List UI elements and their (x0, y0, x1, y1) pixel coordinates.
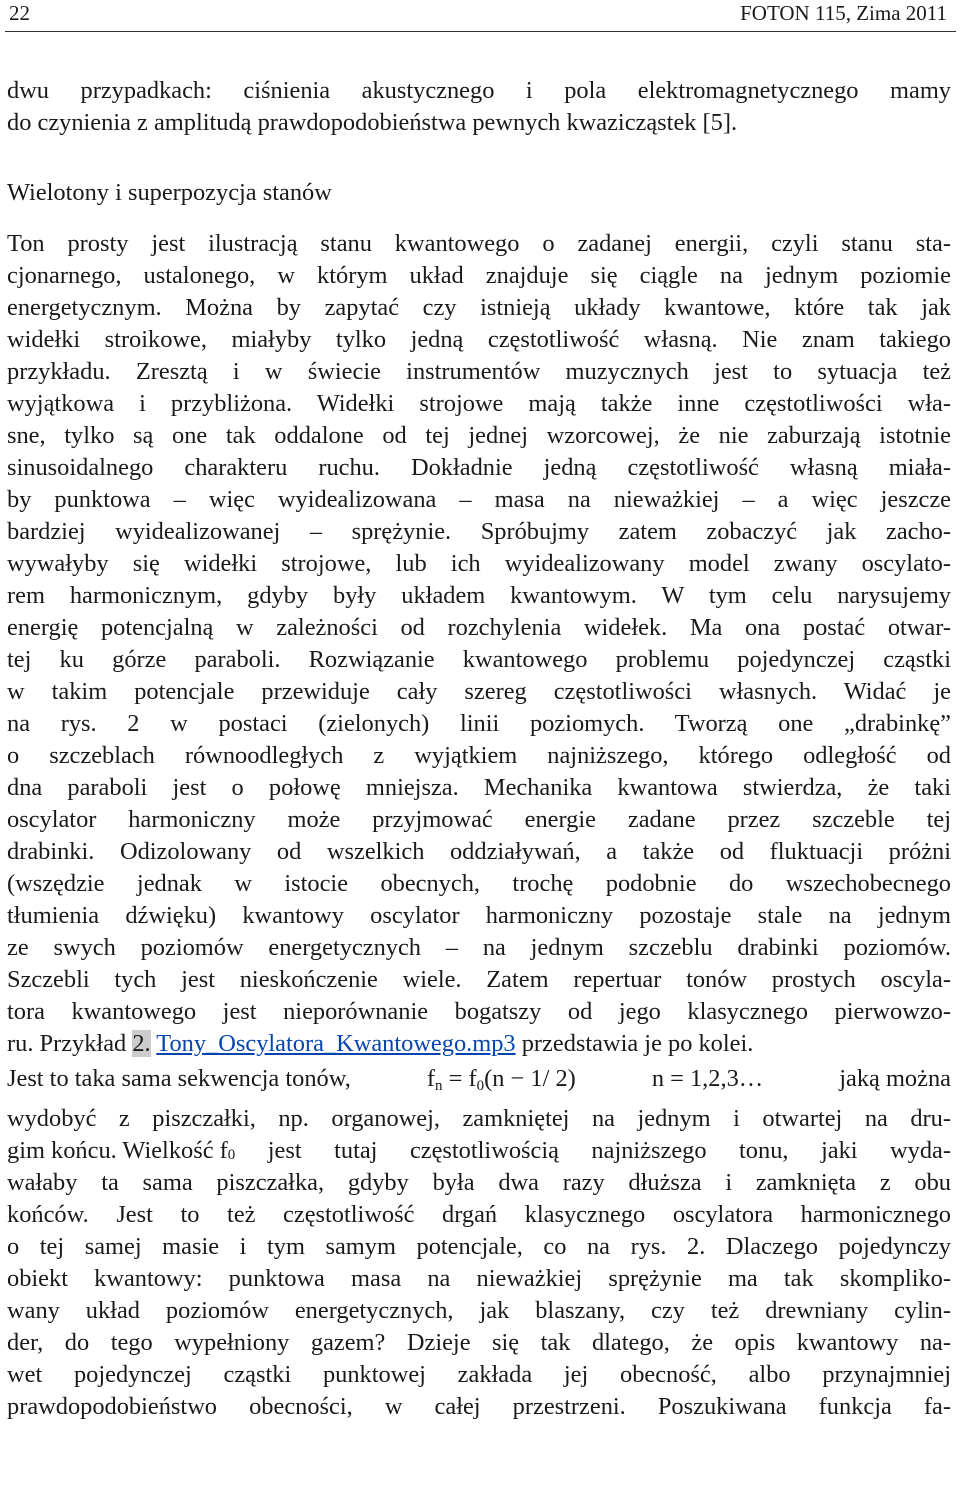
text-line: wet pojedynczej cząstki punktowej zakłada jej obecność, albo przynajmniej (7, 1361, 951, 1388)
text-line: o tej samej masie i tym samym potencjale, co na rys. 2. Dlaczego pojedynczy (7, 1233, 951, 1260)
formula-sub-n: n (435, 1078, 443, 1094)
journal-issue: 115, Zima 2011 (809, 1, 947, 25)
text-line: tora kwantowego jest nieporównanie bogatszy od jego klasycznego pierwowzo- (7, 998, 951, 1025)
journal-title (740, 0, 947, 26)
text-line: o szczeblach równoodległych z wyjątkiem najniższego, którego odległość od (7, 742, 951, 769)
text-line: widełki stroikowe, miałyby tylko jedną częstotliwość własną. Nie znam takiego (7, 326, 951, 353)
text-line: Szczebli tych jest nieskończenie wiele. Zatem repertuar tonów prostych oscyla- (7, 966, 951, 993)
text-line: w takim potencjale przewiduje cały szereg częstotliwości własnych. Widać je (7, 678, 951, 705)
text-line: tłumienia dźwięku) kwantowy oscylator harmoniczny pozostaje stale na jednym (7, 902, 951, 929)
formula-sub-0: 0 (476, 1078, 485, 1094)
audio-file-link[interactable]: Tony_Oscylatora_Kwantowego.mp3 (156, 1030, 516, 1057)
text-line: oscylator harmoniczny może przyjmować energie zadane przez szczeble tej (7, 806, 951, 833)
header-rule (5, 31, 956, 32)
text-line: ze swych poziomów energetycznych – na jednym szczeblu drabinki poziomów. (7, 934, 951, 961)
formula-eq: = f (442, 1065, 477, 1092)
text-line: na rys. 2 w postaci (zielonych) linii poziomych. Tworzą one „drabinkę” (7, 710, 951, 737)
example-number-highlight: 2. (132, 1030, 151, 1057)
section-heading: Wielotony i superpozycja stanów (7, 179, 332, 206)
text-fragment: gim końcu. Wielkość f (7, 1137, 228, 1164)
journal-title-first-letter: F (740, 1, 752, 25)
text-line: wydobyć z piszczałki, np. organowej, zamkniętej na jednym i otwartej na dru- (7, 1105, 951, 1132)
example-prefix: ru. Przykład (7, 1030, 133, 1057)
text-line: (wszędzie jednak w istocie obecnych, trochę podobnie do wszechobecnego (7, 870, 951, 897)
text-line: sne, tylko są one tak oddalone od tej jednej wzorcowej, że nie zaburzają istotnie (7, 422, 951, 449)
frequency-formula (427, 1064, 576, 1101)
text-line: der, do tego wypełniony gazem? Dzieje się tak dlatego, że opis kwantowy na- (7, 1329, 951, 1356)
text-line: prawdopodobieństwo obecności, w całej przestrzeni. Poszukiwana funkcja fa- (7, 1393, 951, 1420)
text-line: wany układ poziomów energetycznych, jak blaszany, czy też drewniany cylin- (7, 1297, 951, 1324)
text-line: tej ku górze paraboli. Rozwiązanie kwantowego problemu pojedynczej cząstki (7, 646, 951, 673)
formula-intro: Jest to taka sama sekwencja tonów, (7, 1065, 351, 1092)
text-line: końców. Jest to też częstotliwość drgań klasycznego oscylatora harmonicznego (7, 1201, 951, 1228)
text-line: wyjątkowa i przybliżona. Widełki strojowe mają także inne częstotliwości wła- (7, 390, 951, 417)
journal-title-smallcaps: OTON (751, 1, 810, 25)
text-line: sinusoidalnego charakteru ruchu. Dokładnie jedną częstotliwość własną miała- (7, 454, 951, 481)
text-line: energetycznym. Można by zapytać czy istnieją układy kwantowe, które tak jak (7, 294, 951, 321)
example-line (7, 1029, 951, 1059)
text-line: do czynienia z amplitudą prawdopodobieństwa pewnych kwazicząstek [5]. (7, 109, 738, 136)
text-line: Ton prosty jest ilustracją stanu kwantowego o zadanej energii, czyli stanu sta- (7, 230, 951, 257)
page-number: 22 (9, 1, 30, 25)
text-line: dwu przypadkach: ciśnienia akustycznego i pola elektromagnetycznego mamy (7, 77, 951, 104)
text-line (7, 1136, 951, 1166)
text-line: wałaby ta sama piszczałka, gdyby była dwa razy dłuższa i zamknięta z obu (7, 1169, 951, 1196)
formula-n-values: n = 1,2,3… (651, 1065, 764, 1092)
example-suffix: przedstawia je po kolei. (515, 1030, 754, 1057)
formula-rest: (n − 1/ 2) (484, 1065, 576, 1092)
text-fragment: jest tutaj częstotliwością najniższego tonu, jaki wyda- (235, 1137, 951, 1164)
formula-line (7, 1064, 951, 1101)
subscript-zero: 0 (227, 1147, 236, 1163)
text-line: energię potencjalną w zależności od rozchylenia widełek. Ma ona postać otwar- (7, 614, 951, 641)
formula-f: f (426, 1065, 436, 1092)
text-line: rem harmonicznym, gdyby były układem kwantowym. W tym celu narysujemy (7, 582, 951, 609)
formula-after: jaką można (839, 1065, 951, 1092)
text-line: dna paraboli jest o połowę mniejsza. Mechanika kwantowa stwierdza, że taki (7, 774, 951, 801)
text-line: obiekt kwantowy: punktowa masa na nieważkiej sprężynie ma tak skompliko- (7, 1265, 951, 1292)
text-line: wywałyby się widełki strojowe, lub ich wyidealizowany model zwany oscylato- (7, 550, 951, 577)
text-line: przykładu. Zresztą i w świecie instrumentów muzycznych jest to sytuacja też (7, 358, 951, 385)
text-line: by punktowa – więc wyidealizowana – masa na nieważkiej – a więc jeszcze (7, 486, 951, 513)
text-line: cjonarnego, ustalonego, w którym układ znajduje się ciągle na jednym poziomie (7, 262, 951, 289)
text-line: bardziej wyidealizowanej – sprężynie. Spróbujmy zatem zobaczyć jak zacho- (7, 518, 951, 545)
text-line: drabinki. Odizolowany od wszelkich oddziaływań, a także od fluktuacji próżni (7, 838, 951, 865)
